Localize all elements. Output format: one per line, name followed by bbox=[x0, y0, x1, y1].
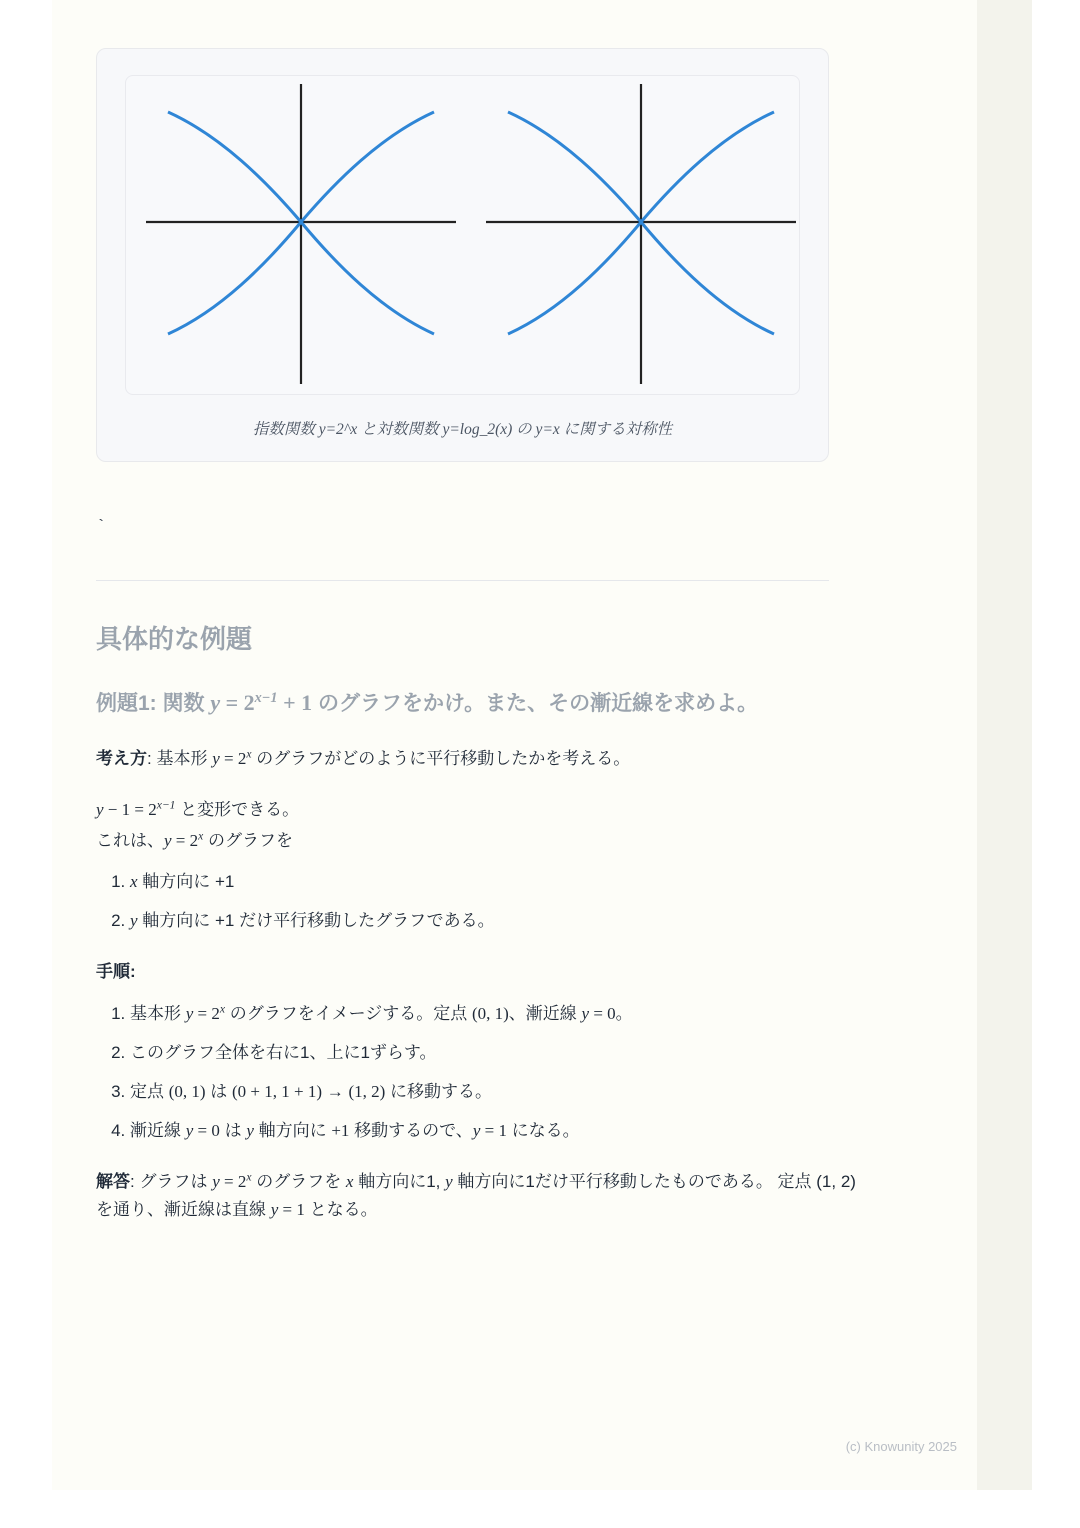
answer-eq: = bbox=[219, 1172, 238, 1192]
symmetry-graph-svg bbox=[126, 76, 800, 392]
transform-tail: と変形できる。 bbox=[175, 799, 300, 819]
approach-formula-exp: x bbox=[246, 746, 252, 760]
shift-var-y: y bbox=[130, 911, 138, 931]
answer-y2: y bbox=[445, 1172, 453, 1192]
approach-text-before: 基本形 bbox=[156, 748, 213, 768]
answer-b: のグラフを bbox=[251, 1172, 346, 1192]
procedure-list bbox=[96, 1000, 876, 1145]
answer-y: y bbox=[212, 1172, 220, 1192]
answer-a: グラフは bbox=[139, 1172, 213, 1192]
answer-base: 2 bbox=[237, 1172, 247, 1192]
answer-d: 軸方向に1だけ平行移動したものである。 bbox=[452, 1172, 773, 1192]
problem-title-prefix: 例題1: 関数 bbox=[96, 692, 211, 715]
transform2-prefix: これは、 bbox=[96, 830, 164, 850]
page-title: 具体的な例題 bbox=[96, 624, 253, 654]
transform-exp: x−1 bbox=[156, 798, 176, 812]
list-item: 4. 漸近線 y = 0 は y 軸方向に +1 移動するので、y = 1 になる。 bbox=[130, 1117, 876, 1144]
transform-line-1 bbox=[96, 796, 876, 823]
transform2-y: y bbox=[164, 830, 172, 850]
problem-title-plus: + 1 bbox=[277, 690, 313, 715]
answer-line2-eq: = 1 bbox=[278, 1199, 305, 1219]
problem-title-eq: = bbox=[220, 690, 244, 715]
left-plot bbox=[146, 84, 456, 384]
approach-label: 考え方 bbox=[96, 748, 147, 768]
procedure-heading bbox=[96, 958, 876, 985]
shift-list bbox=[96, 868, 876, 934]
page-side-strip bbox=[977, 0, 1032, 1490]
figure-plot-area bbox=[125, 75, 800, 395]
approach-formula-base: 2 bbox=[237, 748, 247, 768]
list-item: 1. 基本形 $y = 2^x$ のグラフをイメージする。定点 (0, 1)、漸近線 y = 0。 bbox=[130, 1000, 876, 1027]
approach-formula-y: y bbox=[212, 748, 220, 768]
problem-title bbox=[96, 686, 841, 721]
list-item: 2. このグラフ全体を右に1、上に1ずらす。 bbox=[130, 1039, 876, 1066]
transform2-base: 2 bbox=[189, 830, 199, 850]
problem-title-y: y bbox=[210, 690, 221, 715]
problem-title-base: 2 bbox=[243, 690, 255, 715]
answer-colon: : bbox=[130, 1172, 140, 1192]
list-item bbox=[130, 868, 876, 895]
copyright-note: (c) Knowunity 2025 bbox=[845, 1439, 957, 1454]
transform-y: y bbox=[96, 799, 104, 819]
answer-label: 解答 bbox=[96, 1172, 130, 1192]
approach-formula-eq: = bbox=[219, 748, 238, 768]
answer-line2-b: となる。 bbox=[304, 1199, 378, 1219]
approach-text-after: のグラフがどのように平行移動したかを考える。 bbox=[251, 748, 631, 768]
list-item: 3. 定点 (0, 1) は (0 + 1, 1 + 1) → (1, 2) に移動する。 bbox=[130, 1078, 876, 1105]
right-plot bbox=[486, 84, 796, 384]
transform-base: 2 bbox=[148, 799, 157, 819]
transform-line-2 bbox=[96, 827, 876, 854]
shift-text-x: 軸方向に +1 bbox=[137, 872, 235, 892]
problem-title-suffix: のグラフをかけ。また、その漸近線を求めよ。 bbox=[312, 692, 759, 715]
approach-colon: : bbox=[147, 748, 157, 768]
answer-x: x bbox=[345, 1172, 354, 1192]
answer-line2-a: 定点 (1, 2) を通り、漸近線は直線 bbox=[96, 1172, 856, 1219]
shift-var-x: x bbox=[130, 872, 138, 892]
procedure-colon: : bbox=[130, 962, 136, 982]
shift-text-y: 軸方向に +1 だけ平行移動したグラフである。 bbox=[137, 911, 495, 931]
transform2-eq: = bbox=[171, 830, 190, 850]
document-page bbox=[52, 0, 977, 1490]
problem-title-exp: x−1 bbox=[254, 690, 278, 706]
answer-paragraph bbox=[96, 1168, 876, 1222]
approach-paragraph bbox=[96, 745, 876, 772]
document-content bbox=[96, 48, 876, 1223]
answer-line2-y: y bbox=[270, 1199, 279, 1219]
answer-c: 軸方向に1, bbox=[353, 1172, 446, 1192]
transform2-exp: x bbox=[198, 829, 204, 843]
figure-card bbox=[96, 48, 829, 462]
list-item bbox=[130, 907, 876, 934]
transform2-tail: のグラフを bbox=[203, 830, 294, 850]
procedure-label: 手順 bbox=[96, 962, 130, 982]
stray-backtick: ` bbox=[96, 518, 107, 537]
section-divider bbox=[96, 580, 829, 581]
figure-caption: 指数関数 y=2^x と対数関数 y=log_2(x) の y=x に関する対称性 bbox=[252, 421, 673, 438]
transform-minus: − 1 = bbox=[103, 799, 149, 819]
answer-exp: x bbox=[246, 1170, 252, 1184]
